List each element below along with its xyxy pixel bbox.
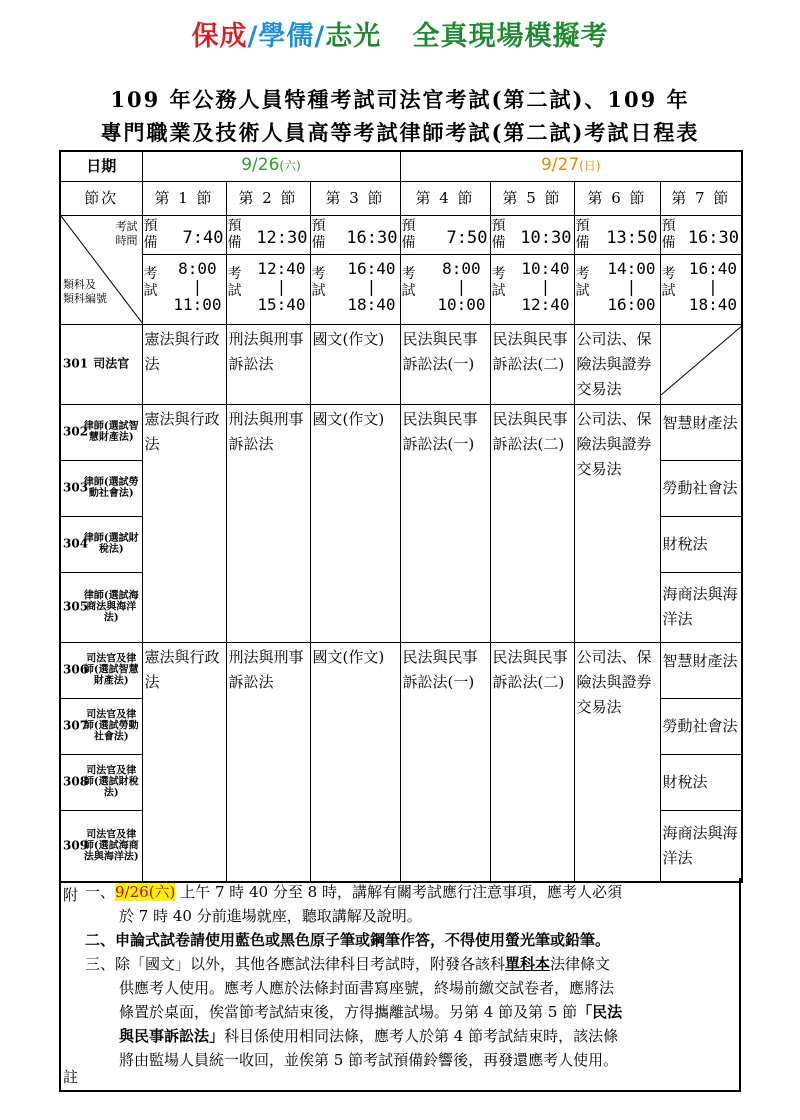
category-code: 302 <box>63 424 89 439</box>
corner-cell <box>60 215 142 324</box>
time-cell-6 <box>574 215 660 324</box>
elective-cell: 勞動社會法 <box>660 460 742 516</box>
category-row-309 <box>60 810 142 882</box>
note-3-line2: 供應考人使用。應考人應於法條封面書寫座號，終場前繳交試卷者，應將法 <box>119 979 615 997</box>
pre-time: 16:30 <box>687 227 739 248</box>
pre-time: 7:40 <box>182 227 224 248</box>
subject-cell: 刑法與刑事訴訟法 <box>226 642 310 882</box>
time-cell-5 <box>490 215 574 324</box>
subject-cell: 公司法、保險法與證券交易法 <box>574 642 660 882</box>
period-5: 第 5 節 <box>490 181 574 215</box>
category-name: 律師(選試財稅法) <box>83 533 139 555</box>
subject-cell: 民法與民事訴訟法(一) <box>400 404 490 642</box>
corner-category: 類科及 <box>63 277 96 291</box>
category-code: 305 <box>63 599 89 614</box>
category-code: 309 <box>63 838 89 853</box>
period-6: 第 6 節 <box>574 181 660 215</box>
time-cell-2 <box>226 215 310 324</box>
highlight-date: 9/26(六) <box>115 883 176 901</box>
day1-header <box>142 151 400 181</box>
subject-cell: 刑法與刑事訴訟法 <box>226 404 310 642</box>
category-row-308 <box>60 754 142 810</box>
note-3-line4: 與民事訴訟法」科目係使用相同法條，應考人於第 4 節考試結束時，該法條 <box>119 1027 619 1045</box>
category-name: 律師(選試智慧財產法) <box>83 421 139 443</box>
day2-header <box>400 151 742 181</box>
day1-dow: (六) <box>279 159 301 174</box>
pre-time: 10:30 <box>520 227 572 248</box>
pre-label: 預備 <box>575 217 590 251</box>
notes-body <box>85 880 733 1072</box>
day1-date: 9/26 <box>241 155 280 176</box>
banner-title <box>0 14 800 53</box>
elective-cell: 海商法與海洋法 <box>660 810 742 882</box>
category-name: 司法官及律師(選試勞動社會法) <box>83 709 139 743</box>
category-code: 306 <box>63 662 89 677</box>
elective-cell: 勞動社會法 <box>660 698 742 754</box>
subject-cell: 民法與民事訴訟法(二) <box>490 404 574 642</box>
category-row-302 <box>60 404 142 460</box>
schedule-table <box>59 150 743 883</box>
elective-cell: 智慧財產法 <box>660 642 742 698</box>
exam-label: 考試 <box>311 265 326 299</box>
note-3-line3: 條置於桌面，俟當節考試結束後，方得攜離試場。另第 4 節及第 5 節「民法 <box>119 1003 623 1021</box>
exam-label: 考試 <box>227 265 242 299</box>
brand-zhiguang: 志光 <box>325 21 382 52</box>
note-1-cont: 於 7 時 40 分前進場就座，聽取講解及說明。 <box>119 907 422 925</box>
exam-time: 16:40 | 18:40 <box>347 258 396 314</box>
period-2: 第 2 節 <box>226 181 310 215</box>
elective-cell: 財稅法 <box>660 516 742 572</box>
pre-time: 13:50 <box>606 227 658 248</box>
pre-label: 預備 <box>661 217 676 251</box>
exam-label: 考試 <box>401 265 416 299</box>
day2-date: 9/27 <box>540 155 580 176</box>
elective-cell: 智慧財產法 <box>660 404 742 460</box>
time-cell-3 <box>310 215 400 324</box>
category-row-301 <box>60 324 142 404</box>
category-row-306 <box>60 642 142 698</box>
subject-cell: 國文(作文) <box>310 404 400 642</box>
exam-time: 12:40 | 15:40 <box>257 258 306 314</box>
note-3: 三、除「國文」以外，其他各應試法律科目考試時，附發各該科單科本法律條文 <box>85 955 611 973</box>
pre-label: 預備 <box>227 217 242 251</box>
pre-time: 7:50 <box>446 227 488 248</box>
pre-label: 預備 <box>311 217 326 251</box>
slash: / <box>314 21 326 52</box>
mock-exam-title: 全真現場模擬考 <box>412 21 609 52</box>
period-4: 第 4 節 <box>400 181 490 215</box>
document-heading-line1: 109 年公務人員特種考試司法官考試(第二試)、109 年 <box>110 87 690 112</box>
brand-baocheng: 保成 <box>191 21 248 52</box>
category-name: 司法官 <box>93 356 130 371</box>
period-1: 第 1 節 <box>142 181 226 215</box>
elective-cell: 海商法與海洋法 <box>660 572 742 642</box>
note-1: 一、9/26(六) 上午 7 時 40 分至 8 時，講解有關考試應行注意事項，應考人必須 <box>85 883 622 901</box>
underlined-term: 單科本 <box>505 955 551 973</box>
period-label: 節次 <box>60 181 142 215</box>
category-row-307 <box>60 698 142 754</box>
subject-cell: 國文(作文) <box>310 324 400 404</box>
subject-cell: 民法與民事訴訟法(二) <box>490 324 574 404</box>
category-row-305 <box>60 572 142 642</box>
exam-time: 14:00 | 16:00 <box>607 258 656 314</box>
diagonal-line <box>661 325 743 395</box>
category-code: 303 <box>63 480 89 495</box>
category-code: 308 <box>63 774 89 789</box>
subject-cell: 公司法、保險法與證券交易法 <box>574 324 660 404</box>
elective-cell: 財稅法 <box>660 754 742 810</box>
category-name: 司法官及律師(選試財稅法) <box>83 765 139 799</box>
subject-cell: 民法與民事訴訟法(二) <box>490 642 574 882</box>
corner-time: 時間 <box>115 233 138 247</box>
category-name: 律師(選試勞動社會法) <box>83 477 139 499</box>
category-name: 律師(選試海商法與海洋法) <box>83 590 139 624</box>
period-3: 第 3 節 <box>310 181 400 215</box>
document-heading-line2: 專門職業及技術人員高等考試律師考試(第二試)考試日程表 <box>100 120 700 145</box>
slash: / <box>247 21 259 52</box>
time-cell-7 <box>660 215 742 324</box>
subject-cell: 憲法與行政法 <box>142 642 226 882</box>
time-cell-1 <box>142 215 226 324</box>
exam-time: 10:40 | 12:40 <box>521 258 570 314</box>
pre-label: 預備 <box>401 217 416 251</box>
notes-label-zhu: 註 <box>63 1068 79 1086</box>
category-code: 304 <box>63 536 89 551</box>
category-code: 307 <box>63 718 89 733</box>
exam-label: 考試 <box>143 265 158 299</box>
subject-cell: 國文(作文) <box>310 642 400 882</box>
pre-time: 12:30 <box>256 227 308 248</box>
notes-section <box>59 878 741 1092</box>
notes-label-fu: 附 <box>63 886 79 904</box>
exam-time: 8:00 | 11:00 <box>173 258 222 314</box>
exam-label: 考試 <box>491 265 506 299</box>
day2-dow: (日) <box>579 159 601 174</box>
period-7: 第 7 節 <box>660 181 742 215</box>
exam-label: 考試 <box>575 265 590 299</box>
note-3-line5: 將由監場人員統一收回，並俟第 5 節考試預備鈴響後，再發還應考人使用。 <box>119 1051 619 1069</box>
brand-xueru: 學儒 <box>258 21 315 52</box>
subject-cell: 憲法與行政法 <box>142 324 226 404</box>
corner-category-code: 類科編號 <box>63 291 107 305</box>
corner-exam: 考試 <box>115 219 138 233</box>
pre-label: 預備 <box>143 217 158 251</box>
subject-cell: 民法與民事訴訟法(一) <box>400 324 490 404</box>
exam-time: 8:00 | 10:00 <box>437 258 486 314</box>
category-name: 司法官及律師(選試智慧財產法) <box>83 653 139 687</box>
category-row-304 <box>60 516 142 572</box>
subject-cell: 憲法與行政法 <box>142 404 226 642</box>
category-name: 司法官及律師(選試海商法與海洋法) <box>83 829 139 863</box>
subject-cell: 公司法、保險法與證券交易法 <box>574 404 660 642</box>
category-code: 301 <box>63 356 89 371</box>
empty-slash-cell <box>660 324 742 404</box>
subject-cell: 刑法與刑事訴訟法 <box>226 324 310 404</box>
date-label: 日期 <box>60 151 142 181</box>
pre-label: 預備 <box>491 217 506 251</box>
time-cell-4 <box>400 215 490 324</box>
category-row-303 <box>60 460 142 516</box>
note-2: 二、申論式試卷請使用藍色或黑色原子筆或鋼筆作答，不得使用螢光筆或鉛筆。 <box>85 931 611 949</box>
exam-time: 16:40 | 18:40 <box>688 258 737 314</box>
subject-cell: 民法與民事訴訟法(一) <box>400 642 490 882</box>
exam-label: 考試 <box>661 265 676 299</box>
pre-time: 16:30 <box>346 227 398 248</box>
